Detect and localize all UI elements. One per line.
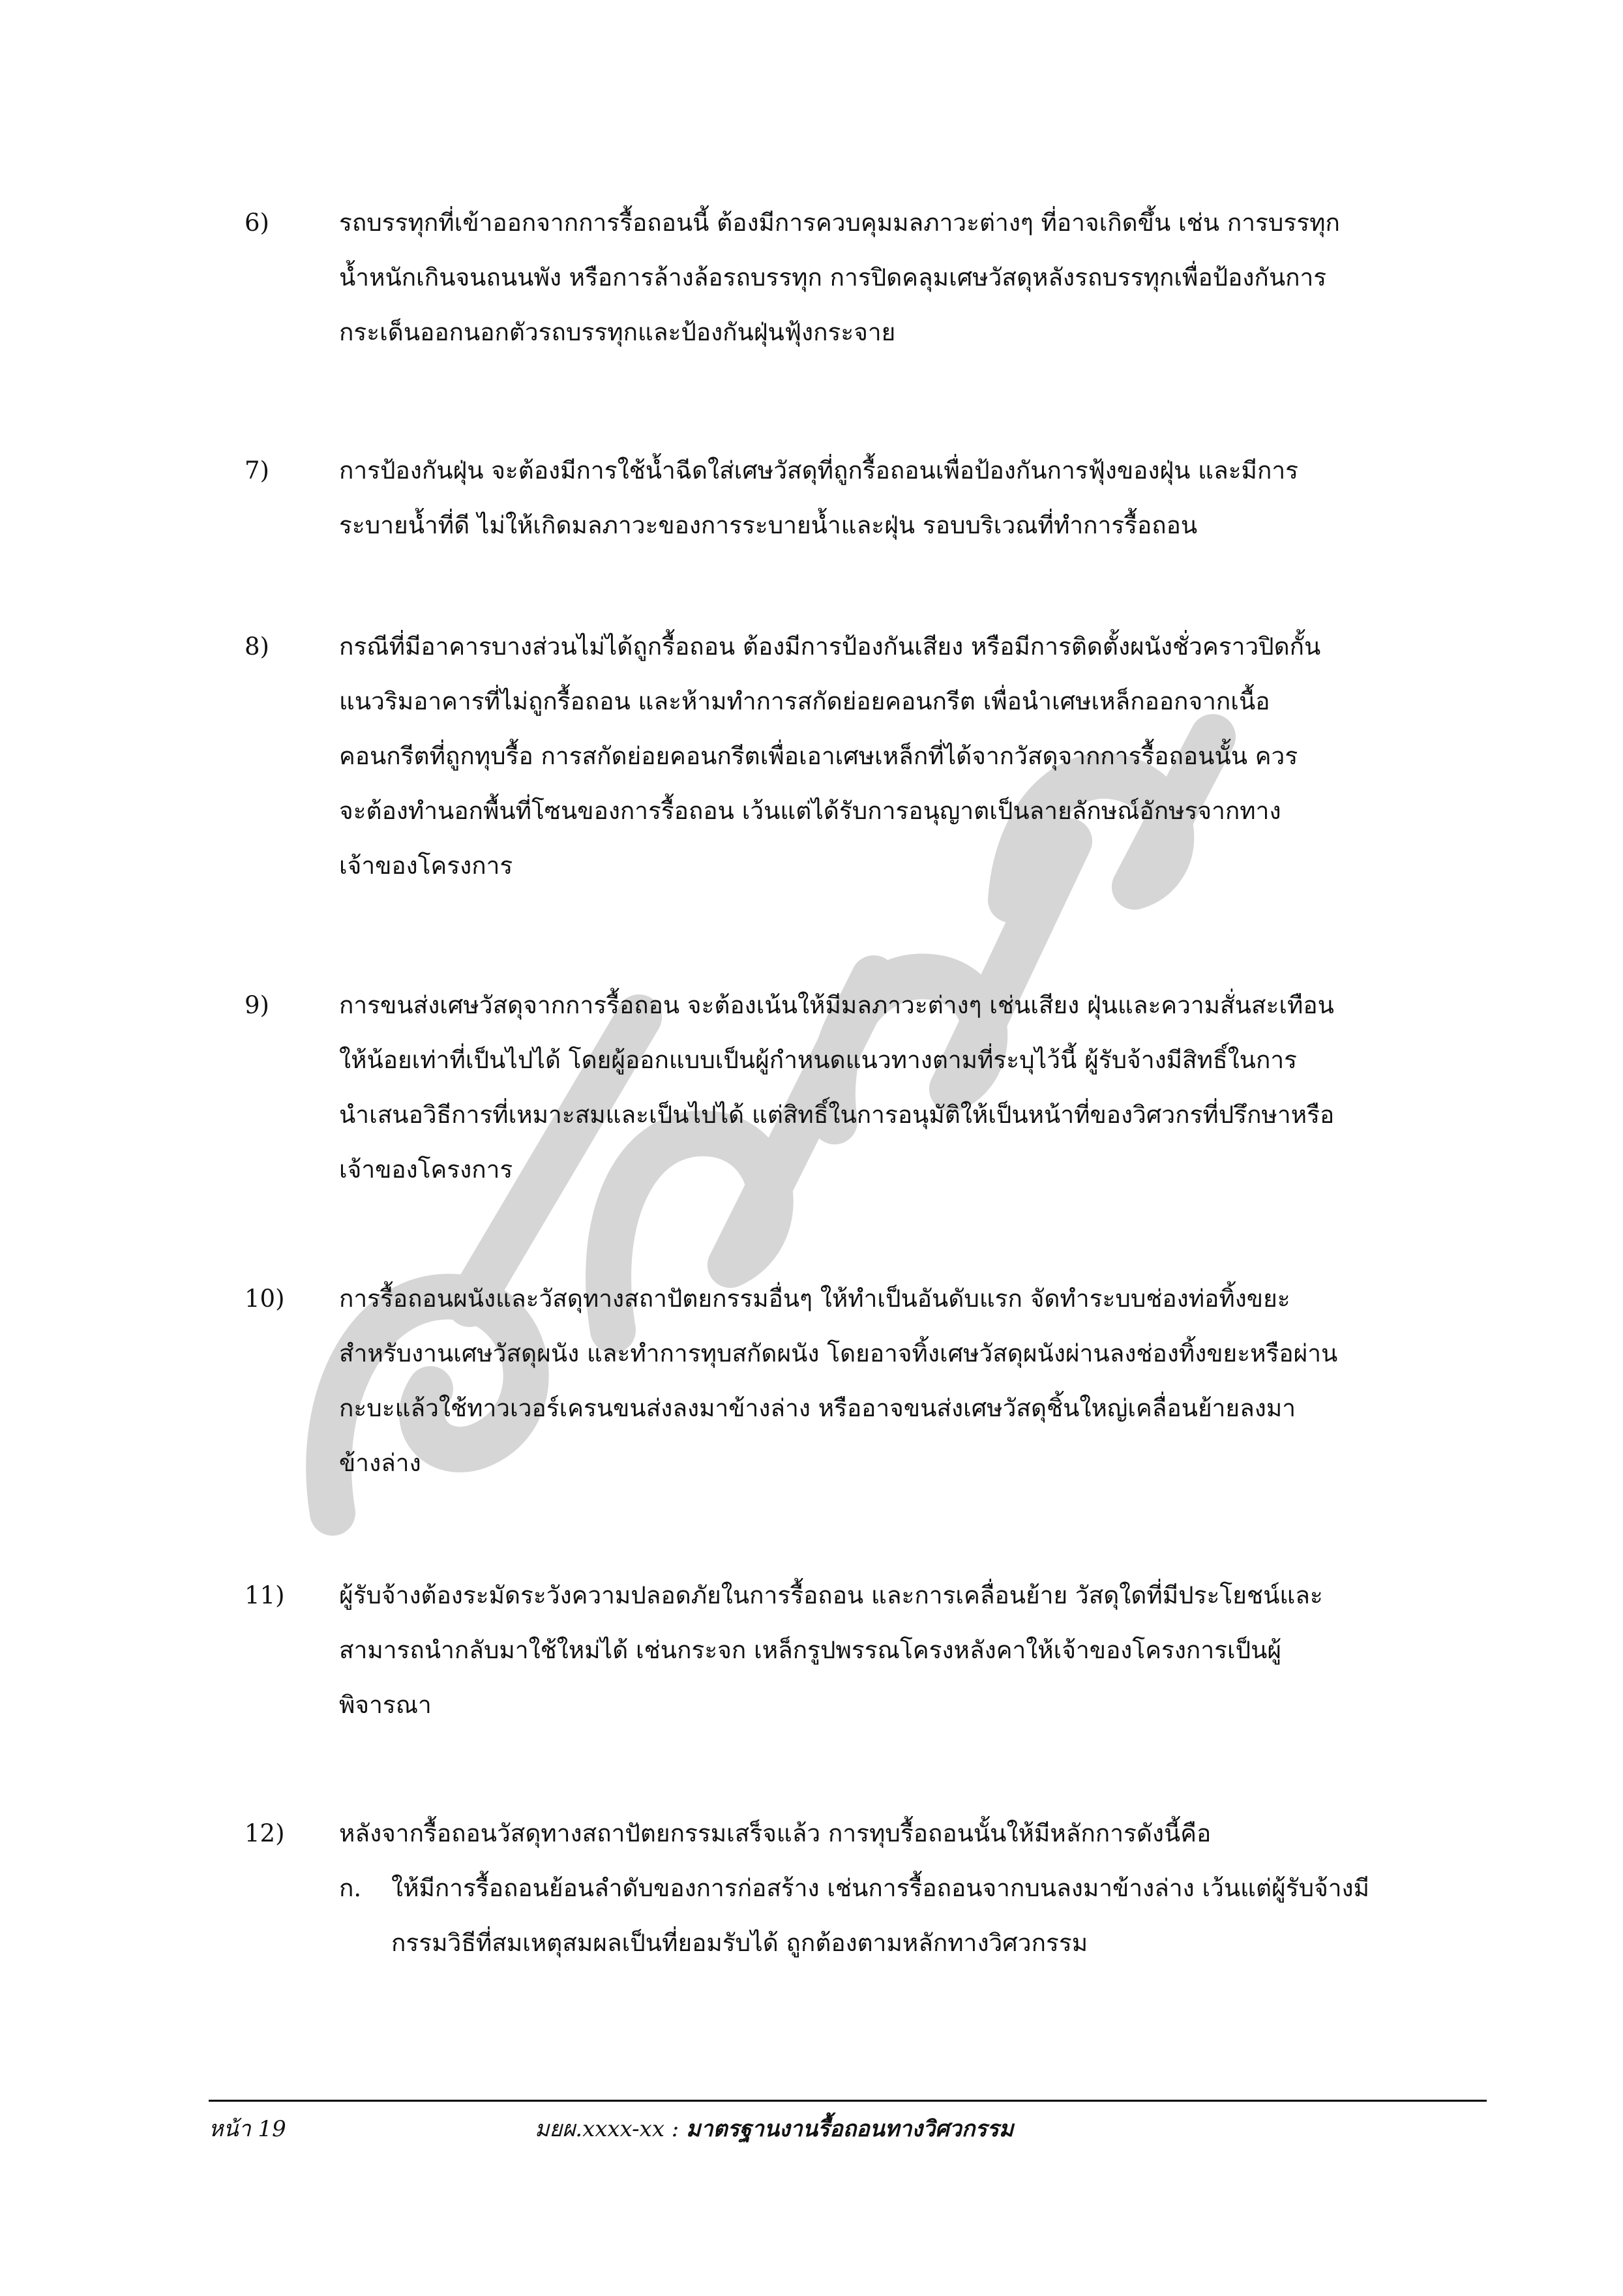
clause-line: กรณีที่มีอาคารบางส่วนไม่ได้ถูกรื้อถอน ต้องมีการป้องกันเสียง หรือมีการติดตั้งผนังชั่วคราวปิดกั้น xyxy=(339,633,1321,661)
clause-number: 9) xyxy=(245,991,269,1019)
standard-code: มยผ.xxxx-xx : xyxy=(535,2116,687,2142)
clause-line: สำหรับงานเศษวัสดุผนัง และทำการทุบสกัดผนัง โดยอาจทิ้งเศษวัสดุผนังผ่านลงช่องทิ้งขยะหรือผ่าน xyxy=(339,1339,1338,1367)
clause-number: 10) xyxy=(245,1285,285,1313)
clause-line: พิจารณา xyxy=(339,1691,432,1719)
clause-text xyxy=(339,1806,1542,1971)
footer-title xyxy=(535,2110,1013,2149)
clause-line: ให้น้อยเท่าที่เป็นไปได้ โดยผู้ออกแบบเป็นผู้กำหนดแนวทางตามที่ระบุไว้นี้ ผู้รับจ้างมีสิทธิ์ในการ xyxy=(339,1046,1298,1074)
sub-clause-label: ก. xyxy=(339,1874,362,1902)
clause-line: เจ้าของโครงการ xyxy=(339,852,513,880)
clause-text xyxy=(339,1272,1542,1491)
clause-line: เจ้าของโครงการ xyxy=(339,1155,513,1184)
clause-line: รถบรรทุกที่เข้าออกจากการรื้อถอนนี้ ต้องมีการควบคุมมลภาวะต่างๆ ที่อาจเกิดขึ้น เช่น การบรรทุก xyxy=(339,209,1340,237)
footer-divider xyxy=(209,2100,1487,2102)
clause-text xyxy=(339,443,1542,553)
clause-line: หลังจากรื้อถอนวัสดุทางสถาปัตยกรรมเสร็จแล้ว การทุบรื้อถอนนั้นให้มีหลักการดังนี้คือ xyxy=(339,1819,1212,1847)
clause-text xyxy=(339,1568,1542,1733)
clause-text xyxy=(339,978,1542,1197)
clause-text xyxy=(339,196,1542,360)
sub-clause-line: ให้มีการรื้อถอนย้อนลำดับของการก่อสร้าง เช่นการรื้อถอนจากบนลงมาข้างล่าง เว้นแต่ผู้รับจ้างมี xyxy=(391,1874,1369,1902)
clause-line: สามารถนำกลับมาใช้ใหม่ได้ เช่นกระจก เหล็กรูปพรรณโครงหลังคาให้เจ้าของโครงการเป็นผู้ xyxy=(339,1636,1282,1664)
clause-line: จะต้องทำนอกพื้นที่โซนของการรื้อถอน เว้นแต่ได้รับการอนุญาตเป็นลายลักษณ์อักษรจากทาง xyxy=(339,797,1281,825)
clause-line: ผู้รับจ้างต้องระมัดระวังความปลอดภัยในการรื้อถอน และการเคลื่อนย้าย วัสดุใดที่มีประโยชน์และ xyxy=(339,1581,1323,1609)
clause-line: ระบายน้ำที่ดี ไม่ให้เกิดมลภาวะของการระบายน้ำและฝุ่น รอบบริเวณที่ทำการรื้อถอน xyxy=(339,511,1198,539)
clause-number: 6) xyxy=(245,209,269,237)
clause-line: แนวริมอาคารที่ไม่ถูกรื้อถอน และห้ามทำการสกัดย่อยคอนกรีต เพื่อนำเศษเหล็กออกจากเนื้อ xyxy=(339,687,1270,715)
standard-title: มาตรฐานงานรื้อถอนทางวิศวกรรม xyxy=(686,2116,1014,2142)
clause-line: คอนกรีตที่ถูกทุบรื้อ การสกัดย่อยคอนกรีตเพื่อเอาเศษเหล็กที่ได้จากวัสดุจากการรื้อถอนนั้น ควร xyxy=(339,742,1298,770)
clause-number: 7) xyxy=(245,456,269,485)
clause-line: นำเสนอวิธีการที่เหมาะสมและเป็นไปได้ แต่สิทธิ์ในการอนุมัติให้เป็นหน้าที่ของวิศวกรที่ปรึกษาหรือ xyxy=(339,1101,1335,1129)
clause-number: 11) xyxy=(245,1581,285,1609)
clause-line: กระเด็นออกนอกตัวรถบรรทุกและป้องกันฝุ่นฟุ้งกระจาย xyxy=(339,318,896,346)
clause-line: ข้างล่าง xyxy=(339,1449,421,1477)
sub-clause-line: กรรมวิธีที่สมเหตุสมผลเป็นที่ยอมรับได้ ถูกต้องตามหลักทางวิศวกรรม xyxy=(391,1929,1088,1957)
clause-number: 12) xyxy=(245,1819,285,1847)
clause-line: น้ำหนักเกินจนถนนพัง หรือการล้างล้อรถบรรทุก การปิดคลุมเศษวัสดุหลังรถบรรทุกเพื่อป้องกันการ xyxy=(339,263,1327,291)
clause-line: กะบะแล้วใช้ทาวเวอร์เครนขนส่งลงมาข้างล่าง หรืออาจขนส่งเศษวัสดุชิ้นใหญ่เคลื่อนย้ายลงมา xyxy=(339,1394,1296,1422)
sub-clause-a xyxy=(339,1861,1542,1971)
page-number: หน้า 19 xyxy=(209,2116,286,2142)
clause-text xyxy=(339,619,1542,893)
clause-line: การป้องกันฝุ่น จะต้องมีการใช้น้ำฉีดใส่เศษวัสดุที่ถูกรื้อถอนเพื่อป้องกันการฟุ้งของฝุ่น และมีการ xyxy=(339,456,1299,485)
clause-number: 8) xyxy=(245,633,269,661)
clause-line: การรื้อถอนผนังและวัสดุทางสถาปัตยกรรมอื่นๆ ให้ทำเป็นอันดับแรก จัดทำระบบช่องท่อทิ้งขยะ xyxy=(339,1285,1290,1313)
clause-line: การขนส่งเศษวัสดุจากการรื้อถอน จะต้องเน้นให้มีมลภาวะต่างๆ เช่นเสียง ฝุ่นและความสั่นสะเทือน xyxy=(339,991,1334,1019)
